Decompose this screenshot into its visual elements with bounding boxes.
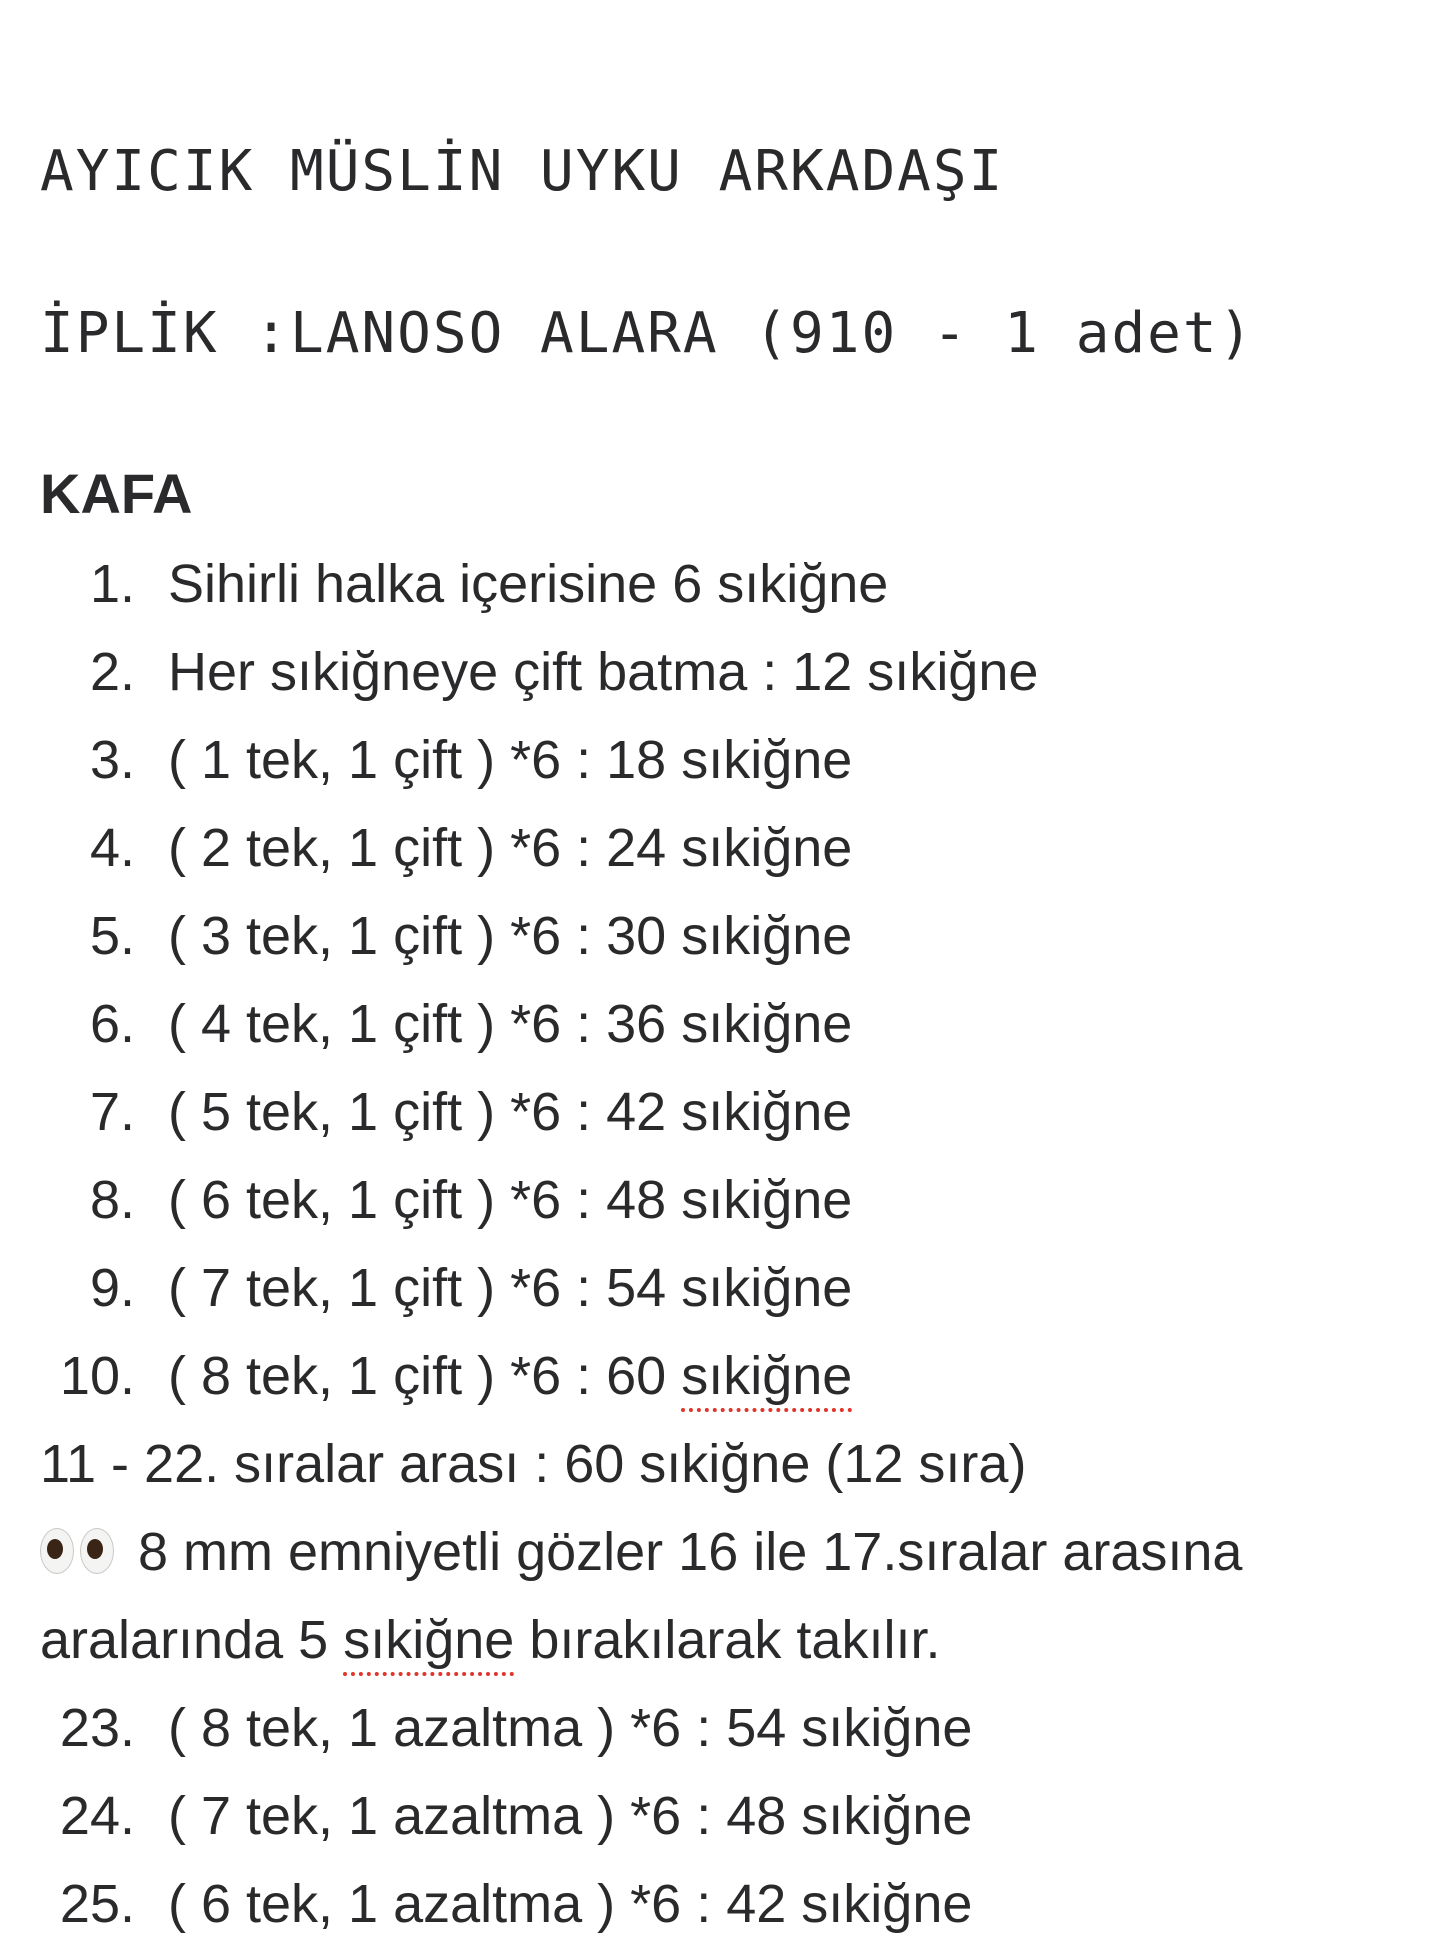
- round-instruction: ( 6 tek, 1 azaltma ) *6 : 42 sıkiğne: [168, 1874, 973, 1934]
- list-item: [0, 1336, 1440, 1416]
- round-instruction: ( 1 tek, 1 çift ) *6 : 18 sıkiğne: [168, 730, 853, 790]
- eye-left-icon: [40, 1528, 74, 1574]
- round-number: 10.: [59, 1346, 135, 1406]
- rows-range-note: 11 - 22. sıralar arası : 60 sıkiğne (12 sıra): [40, 1434, 1027, 1494]
- list-item: [0, 632, 1440, 712]
- list-item: [0, 1864, 1440, 1944]
- round-number: 1.: [89, 554, 135, 614]
- pattern-title: AYICIK MÜSLİN UYKU ARKADAŞI: [40, 139, 1005, 204]
- round-instruction: [168, 1336, 852, 1416]
- round-instruction: Sihirli halka içerisine 6 sıkiğne: [168, 554, 889, 614]
- round-number: 4.: [89, 818, 135, 878]
- round-number: 6.: [89, 994, 135, 1054]
- round-instruction: ( 3 tek, 1 çift ) *6 : 30 sıkiğne: [168, 906, 853, 966]
- round-number: 5.: [89, 906, 135, 966]
- list-item: [0, 544, 1440, 624]
- list-item: [0, 1072, 1440, 1152]
- list-item: [0, 896, 1440, 976]
- round-instruction: ( 7 tek, 1 azaltma ) *6 : 48 sıkiğne: [168, 1786, 973, 1846]
- round-instruction-text: ( 8 tek, 1 çift ) *6 : 60: [168, 1346, 682, 1406]
- eye-right-icon: [80, 1528, 114, 1574]
- round-number: 25.: [59, 1874, 135, 1934]
- round-instruction: ( 5 tek, 1 çift ) *6 : 42 sıkiğne: [168, 1082, 853, 1142]
- round-instruction: ( 6 tek, 1 çift ) *6 : 48 sıkiğne: [168, 1170, 853, 1230]
- list-item: [0, 808, 1440, 888]
- round-number: 2.: [89, 642, 135, 702]
- round-instruction: ( 8 tek, 1 azaltma ) *6 : 54 sıkiğne: [168, 1698, 973, 1758]
- eyes-note-line-1: [40, 1512, 1242, 1592]
- eyes-emoji-icon: [40, 1528, 116, 1576]
- eyes-note-line-2: [40, 1600, 940, 1680]
- round-number: 3.: [89, 730, 135, 790]
- round-number: 7.: [89, 1082, 135, 1142]
- eyes-note-text: 8 mm emniyetli gözler 16 ile 17.sıralar arasına: [138, 1522, 1243, 1582]
- list-item: [0, 1776, 1440, 1856]
- round-instruction: Her sıkiğneye çift batma : 12 sıkiğne: [168, 642, 1039, 702]
- misspelled-word[interactable]: sıkiğne: [343, 1610, 515, 1670]
- list-item: [0, 1248, 1440, 1328]
- round-instruction: ( 2 tek, 1 çift ) *6 : 24 sıkiğne: [168, 818, 853, 878]
- round-number: 9.: [89, 1258, 135, 1318]
- round-number: 8.: [89, 1170, 135, 1230]
- round-number: 23.: [59, 1698, 135, 1758]
- eyes-note-text-before: aralarında 5: [40, 1610, 344, 1670]
- round-number: 24.: [59, 1786, 135, 1846]
- list-item: [0, 720, 1440, 800]
- eyes-note-text-after: bırakılarak takılır.: [514, 1610, 941, 1670]
- section-heading-kafa: KAFA: [40, 462, 193, 525]
- round-instruction: ( 4 tek, 1 çift ) *6 : 36 sıkiğne: [168, 994, 853, 1054]
- round-instruction: ( 7 tek, 1 çift ) *6 : 54 sıkiğne: [168, 1258, 853, 1318]
- misspelled-word[interactable]: sıkiğne: [681, 1346, 853, 1406]
- list-item: [0, 1160, 1440, 1240]
- yarn-info: İPLİK :LANOSO ALARA (910 - 1 adet): [40, 301, 1255, 366]
- list-item: [0, 1688, 1440, 1768]
- list-item: [0, 984, 1440, 1064]
